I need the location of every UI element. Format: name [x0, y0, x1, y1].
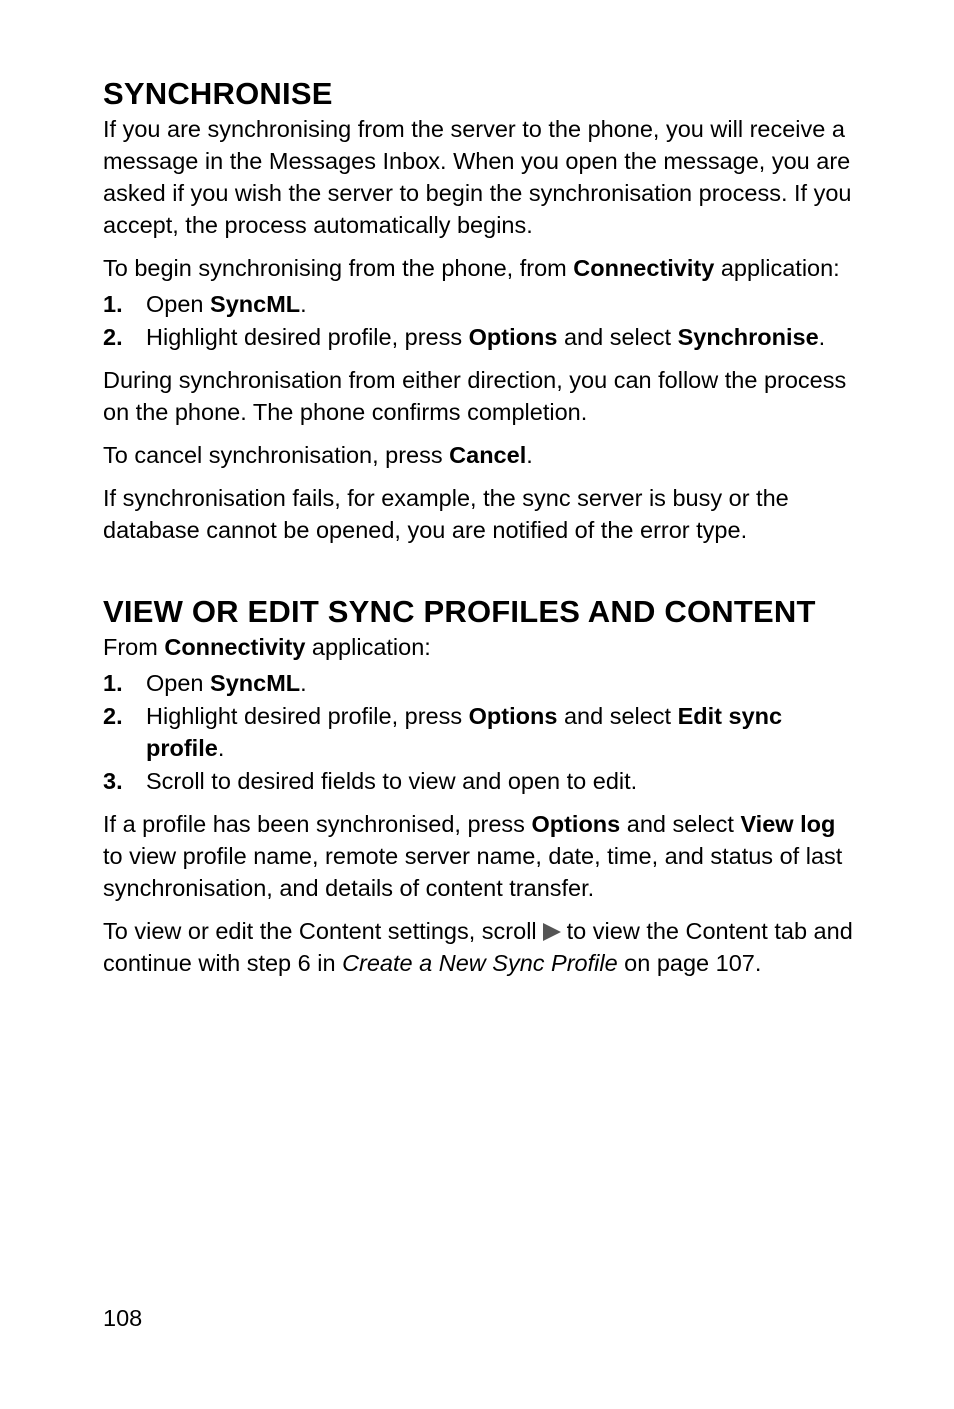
paragraph-content-settings: To view or edit the Content settings, scroll to view the Content tab and continue with step 6 in Create a New Sync Profile on page 107. — [103, 918, 853, 976]
list-item: 3. Scroll to desired fields to view and open to edit. — [103, 768, 638, 794]
paragraph-view-log: If a profile has been synchronised, press Options and select View log to view profile name, remote server name, date, time, and status of last synchronisation, and details of content transfer. — [103, 811, 843, 901]
paragraph-phone-sync: To begin synchronising from the phone, from Connectivity application: — [103, 255, 840, 281]
steps-list-synchronise — [103, 288, 853, 353]
list-item: 2. Highlight desired profile, press Options and select Synchronise. — [103, 324, 826, 350]
paragraph-from-connectivity: From Connectivity application: — [103, 634, 431, 660]
page-number: 108 — [103, 1305, 143, 1331]
paragraph-sync-fails: If synchronisation fails, for example, the sync server is busy or the database cannot be opened, you are notified of the error type. — [103, 485, 789, 543]
list-item: 1. Open SyncML. — [103, 291, 307, 317]
section-heading-view-edit: VIEW OR EDIT SYNC PROFILES AND CONTENT — [103, 594, 816, 629]
section-heading-synchronise: SYNCHRONISE — [103, 76, 333, 111]
list-item: 1. Open SyncML. — [103, 670, 307, 696]
right-arrow-icon — [543, 923, 561, 941]
list-item: 2. Highlight desired profile, press Options and select Edit sync profile. — [103, 703, 783, 761]
paragraph-server-sync: If you are synchronising from the server to the phone, you will receive a message in the Messages Inbox. When you open the message, you are asked if you wish the server to begin the synchronisation process. If you accept, the process automatically begins. — [103, 116, 852, 238]
steps-list-view-edit — [103, 667, 853, 797]
page-content — [103, 78, 853, 990]
paragraph-sync-progress: During synchronisation from either direction, you can follow the process on the phone. The phone confirms completion. — [103, 367, 847, 425]
paragraph-cancel-sync: To cancel synchronisation, press Cancel. — [103, 442, 533, 468]
